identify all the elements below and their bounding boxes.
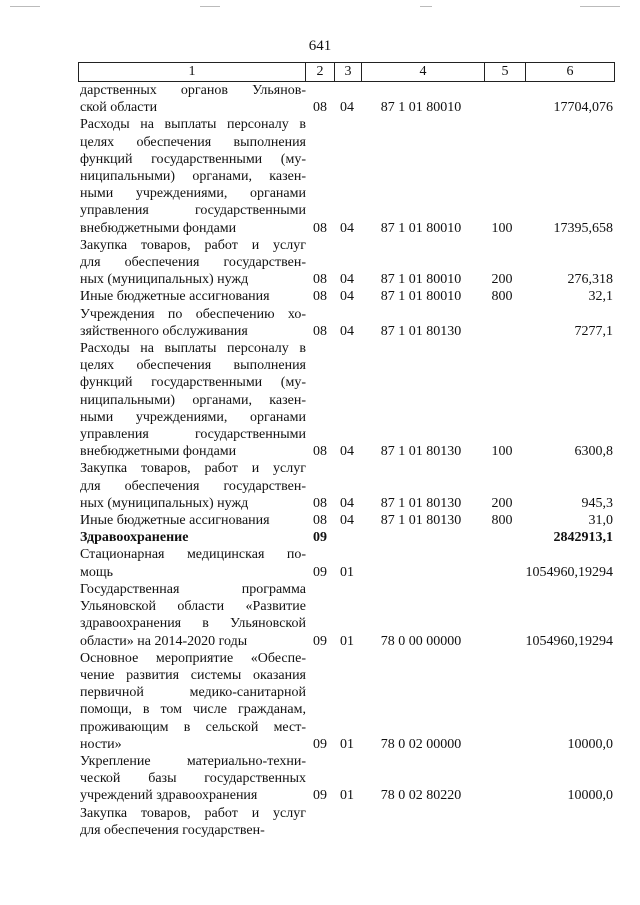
row-cell-c3: 01 <box>340 736 354 752</box>
description-line: ниципальными) органами, казен- <box>80 392 306 408</box>
description-line: управления государственными <box>80 203 306 219</box>
description-line: Закупка товаров, работ и услуг <box>80 461 306 477</box>
table-row <box>78 805 615 839</box>
description-line: дарственных органов Ульянов- <box>80 83 306 98</box>
description-line: ниципальными) органами, казен- <box>80 169 306 185</box>
row-description <box>78 512 306 529</box>
header-col-5: 5 <box>485 63 526 81</box>
row-cell-c6: 6300,8 <box>574 444 613 460</box>
row-cell-c4: 87 1 01 80130 <box>380 495 462 511</box>
row-cell-c2: 08 <box>313 220 327 236</box>
description-line: Учреждения по обеспечению хо- <box>80 306 306 322</box>
row-description <box>78 116 306 236</box>
row-cell-c4: 87 1 01 80010 <box>380 272 462 288</box>
row-cell-c6: 2842913,1 <box>553 530 613 546</box>
row-description <box>78 650 306 753</box>
table-row <box>78 753 615 805</box>
row-cell-c2: 08 <box>313 495 327 511</box>
row-cell-c5: 100 <box>491 444 513 460</box>
description-line: ными учреждениями, органами <box>80 186 306 202</box>
description-line: Укрепление материально-техни- <box>80 753 306 769</box>
scan-artifact-line <box>580 6 620 7</box>
description-line: Закупка товаров, работ и услуг <box>80 237 306 253</box>
description-line: для обеспечения государствен- <box>80 255 306 271</box>
row-cell-c6: 7277,1 <box>574 323 613 339</box>
row-cell-c2: 08 <box>313 323 327 339</box>
description-line: учреждений здравоохранения <box>80 788 258 804</box>
row-cell-c3: 04 <box>340 289 354 305</box>
description-line: помощи, в том числе гражданам, <box>80 702 306 718</box>
row-cell-c6: 1054960,19294 <box>525 633 613 649</box>
row-cell-c3: 04 <box>340 100 354 116</box>
row-cell-c4: 78 0 02 00000 <box>380 736 462 752</box>
description-line: целях обеспечения выполнения <box>80 358 306 374</box>
row-cell-c4: 87 1 01 80010 <box>380 220 462 236</box>
row-cell-c2: 09 <box>313 530 327 546</box>
row-cell-c3: 04 <box>340 272 354 288</box>
description-line: Здравоохранение <box>80 530 189 546</box>
row-cell-c3: 01 <box>340 564 354 580</box>
row-description <box>78 340 306 460</box>
row-cell-c2: 09 <box>313 564 327 580</box>
row-cell-c2: 09 <box>313 788 327 804</box>
header-col-6: 6 <box>566 64 574 79</box>
header-col-3: 3 <box>335 63 362 81</box>
budget-table <box>78 62 615 839</box>
description-line: Государственная программа <box>80 581 306 597</box>
table-row <box>78 288 615 305</box>
table-header <box>78 62 615 82</box>
row-description <box>78 288 306 305</box>
table-body <box>78 82 615 839</box>
row-description <box>78 237 306 289</box>
row-cell-c6: 945,3 <box>581 495 613 511</box>
table-row <box>78 546 615 580</box>
row-cell-c4: 87 1 01 80010 <box>380 100 462 116</box>
description-line: Стационарная медицинская по- <box>80 547 306 563</box>
row-cell-c6: 276,318 <box>567 272 613 288</box>
table-row <box>78 306 615 340</box>
table-row <box>78 340 615 460</box>
description-line: первичной медико-санитарной <box>80 685 306 701</box>
description-line: Расходы на выплаты персоналу в <box>80 341 306 357</box>
description-line: внебюджетными фондами <box>80 444 237 460</box>
description-line: управления государственными <box>80 427 306 443</box>
description-line: зяйственного обслуживания <box>80 323 248 339</box>
table-row <box>78 650 615 753</box>
row-description <box>78 805 306 839</box>
table-row <box>78 581 615 650</box>
row-cell-c3: 04 <box>340 444 354 460</box>
row-cell-c6: 31,0 <box>588 513 613 529</box>
description-line: ных (муниципальных) нужд <box>80 495 249 511</box>
row-cell-c4: 87 1 01 80010 <box>380 289 462 305</box>
row-description <box>78 306 306 340</box>
description-line: целях обеспечения выполнения <box>80 134 306 150</box>
header-col-4: 4 <box>362 63 485 81</box>
row-cell-c2: 08 <box>313 289 327 305</box>
description-line: ческой базы государственных <box>80 771 306 787</box>
description-line: функций государственными (му- <box>80 151 306 167</box>
description-line: Иные бюджетные ассигнования <box>80 513 270 529</box>
row-description <box>78 460 306 512</box>
description-line: функций государственными (му- <box>80 375 306 391</box>
row-cell-c3: 04 <box>340 220 354 236</box>
row-cell-c2: 08 <box>313 100 327 116</box>
description-line: Основное мероприятие «Обеспе- <box>80 650 306 666</box>
row-description <box>78 529 306 546</box>
row-cell-c5: 200 <box>491 495 513 511</box>
row-cell-c4: 87 1 01 80130 <box>380 323 462 339</box>
description-line: внебюджетными фондами <box>80 220 237 236</box>
row-cell-c6: 17704,076 <box>553 100 613 116</box>
header-col-2: 2 <box>306 63 335 81</box>
scan-artifact-line <box>200 6 220 7</box>
row-cell-c2: 09 <box>313 633 327 649</box>
description-line: мощь <box>80 564 114 580</box>
row-cell-c5: 800 <box>491 513 513 529</box>
description-line: для обеспечения государствен- <box>80 478 306 494</box>
row-cell-c5: 200 <box>491 272 513 288</box>
row-cell-c5: 800 <box>491 289 513 305</box>
row-cell-c4: 87 1 01 80130 <box>380 513 462 529</box>
page-number: 641 <box>308 38 332 54</box>
description-line: проживающим в сельской мест- <box>80 719 306 735</box>
table-row <box>78 512 615 529</box>
description-line: ными учреждениями, органами <box>80 409 306 425</box>
row-cell-c3: 01 <box>340 788 354 804</box>
row-cell-c3: 04 <box>340 323 354 339</box>
row-cell-c2: 08 <box>313 513 327 529</box>
table-row <box>78 529 615 546</box>
header-col-1: 1 <box>79 63 306 81</box>
row-cell-c6: 32,1 <box>588 289 613 305</box>
description-line: здравоохранения в Ульяновской <box>80 616 306 632</box>
row-description <box>78 82 306 116</box>
row-cell-c4: 78 0 00 00000 <box>380 633 462 649</box>
row-description <box>78 753 306 805</box>
description-line: чение развития системы оказания <box>80 667 306 683</box>
row-cell-c3: 01 <box>340 633 354 649</box>
description-line: области» на 2014-2020 годы <box>80 633 248 649</box>
row-cell-c6: 1054960,19294 <box>525 564 613 580</box>
row-cell-c6: 10000,0 <box>567 788 613 804</box>
row-cell-c4: 87 1 01 80130 <box>380 444 462 460</box>
scan-artifact-line <box>420 6 432 7</box>
table-row <box>78 116 615 236</box>
description-line: Ульяновской области «Развитие <box>80 599 306 615</box>
row-description <box>78 581 306 650</box>
row-cell-c2: 08 <box>313 444 327 460</box>
description-line: Закупка товаров, работ и услуг <box>80 805 306 821</box>
row-cell-c4: 78 0 02 80220 <box>380 788 462 804</box>
description-line: для обеспечения государствен- <box>80 822 265 838</box>
row-cell-c6: 17395,658 <box>553 220 613 236</box>
description-line: ности» <box>80 736 122 752</box>
row-cell-c6: 10000,0 <box>567 736 613 752</box>
description-line: ных (муниципальных) нужд <box>80 272 249 288</box>
scan-artifact-line <box>10 6 40 7</box>
row-cell-c3: 04 <box>340 495 354 511</box>
table-row <box>78 460 615 512</box>
row-cell-c3: 04 <box>340 513 354 529</box>
description-line: ской области <box>80 100 158 116</box>
row-description <box>78 546 306 580</box>
table-row <box>78 237 615 289</box>
row-cell-c2: 09 <box>313 736 327 752</box>
description-line: Иные бюджетные ассигнования <box>80 289 270 305</box>
table-row <box>78 82 615 116</box>
row-cell-c5: 100 <box>491 220 513 236</box>
description-line: Расходы на выплаты персоналу в <box>80 117 306 133</box>
row-cell-c2: 08 <box>313 272 327 288</box>
